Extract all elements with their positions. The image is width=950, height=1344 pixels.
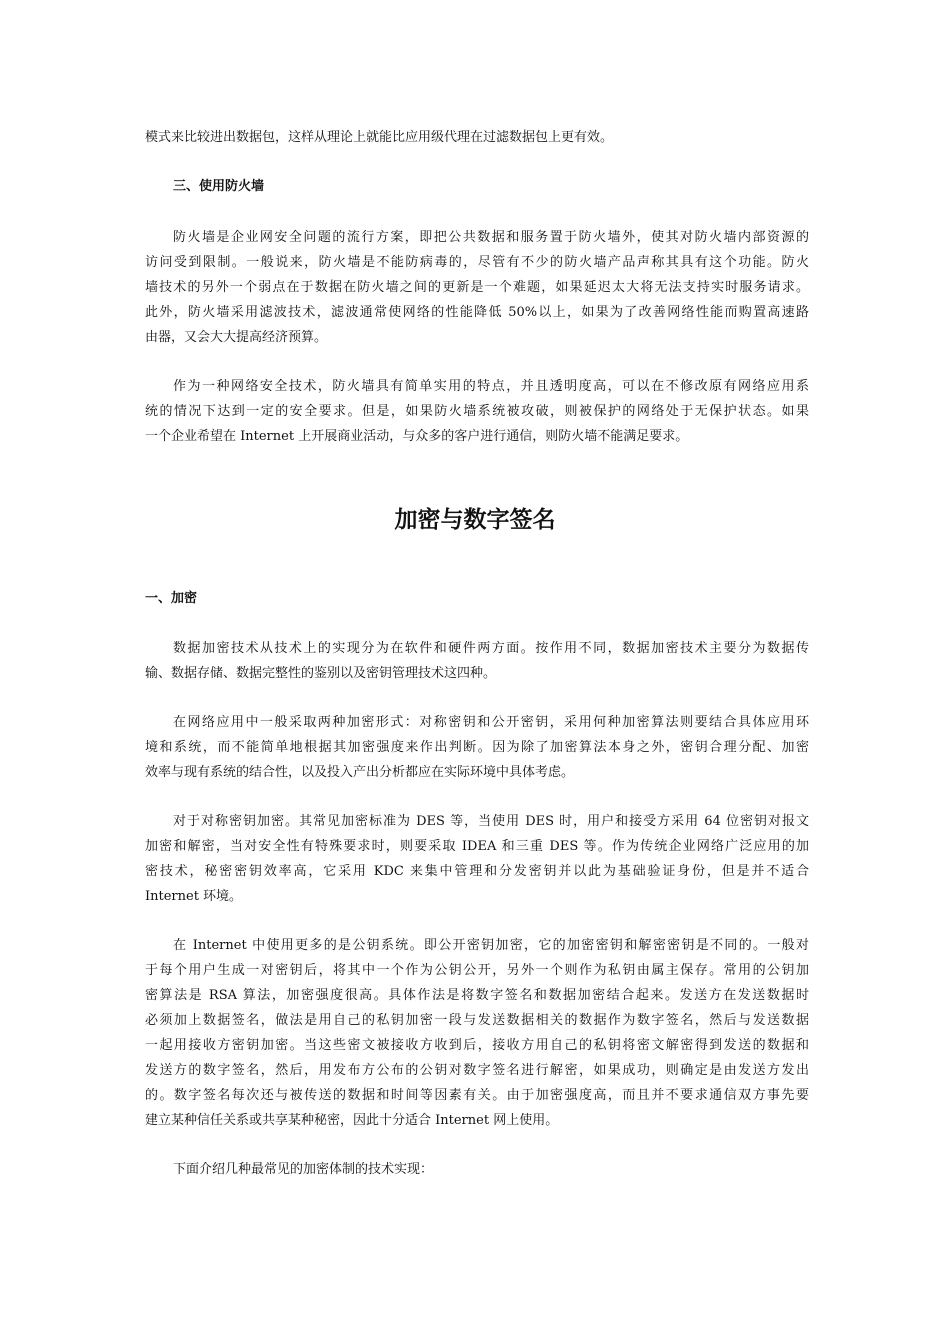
- top-fragment-paragraph: [145, 125, 809, 150]
- paragraph-line: 一起用接收方密钥加密。当这些密文被接收方收到后，接收方用自己的私钥将密文解密得到发送的数据和: [145, 1038, 809, 1053]
- paragraph-line: 模式来比较进出数据包，这样从理论上就能比应用级代理在过滤数据包上更有效。: [145, 130, 614, 145]
- paragraph-line: 密算法是 RSA 算法，加密强度很高。具体作法是将数字签名和数据加密结合起来。发送方在发送数据时: [145, 988, 809, 1003]
- paragraph-line: 下面介绍几种最常见的加密体制的技术实现：: [173, 1162, 434, 1177]
- paragraph-line: 数据加密技术从技术上的实现分为在软件和硬件两方面。按作用不同，数据加密技术主要分为数据传: [173, 641, 809, 656]
- paragraph-line: 对于对称密钥加密。其常见加密标准为 DES 等，当使用 DES 时，用户和接受方采用 64 位密钥对报文: [173, 814, 809, 829]
- paragraph-line: 此外，防火墙采用滤波技术，滤波通常使网络的性能降低 50%以上，如果为了改善网络性能而购置高速路: [145, 305, 809, 320]
- paragraph-line: 密技术，秘密密钥效率高，它采用 KDC 来集中管理和分发密钥并以此为基础验证身份，但是并不适合: [145, 864, 809, 879]
- paragraph-line: 防火墙是企业网安全问题的流行方案，即把公共数据和服务置于防火墙外，使其对防火墙内部资源的: [173, 230, 809, 245]
- firewall-paragraph-2: [145, 374, 809, 449]
- paragraph-line: 建立某种信任关系或共享某种秘密，因此十分适合 Internet 网上使用。: [145, 1113, 559, 1128]
- paragraph-line: 效率与现有系统的结合性，以及投入产出分析都应在实际环境中具体考虑。: [145, 765, 575, 780]
- paragraph-line: 加密和解密，当对安全性有特殊要求时，则要采取 IDEA 和三重 DES 等。作为传统企业网络广泛应用的加: [145, 839, 809, 854]
- encryption-paragraph-3: [145, 809, 809, 909]
- paragraph-line: 统的情况下达到一定的安全要求。但是，如果防火墙系统被攻破，则被保护的网络处于无保护状态。如果: [145, 404, 809, 419]
- paragraph-line: 在网络应用中一般采取两种加密形式：对称密钥和公开密钥，采用何种加密算法则要结合具体应用环: [173, 715, 809, 730]
- paragraph-line: 于每个用户生成一对密钥后，将其中一个作为公钥公开，另外一个则作为私钥由属主保存。常用的公钥加: [145, 963, 809, 978]
- paragraph-line: 墙技术的另外一个弱点在于数据在防火墙之间的更新是一个难题，如果延迟太大将无法支持实时服务请求。: [145, 280, 809, 295]
- paragraph-line: Internet 环境。: [145, 889, 243, 904]
- paragraph-line: 境和系统，而不能简单地根据其加密强度来作出判断。因为除了加密算法本身之外，密钥合理分配、加密: [145, 740, 809, 755]
- paragraph-line: 访问受到限制。一般说来，防火墙是不能防病毒的，尽管有不少的防火墙产品声称其具有这个功能。防火: [145, 255, 809, 270]
- chapter-title: 加密与数字签名: [394, 507, 556, 533]
- paragraph-line: 一个企业希望在 Internet 上开展商业活动，与众多的客户进行通信，则防火墙不能满足要求。: [145, 429, 689, 444]
- encryption-paragraph-2: [145, 710, 809, 785]
- paragraph-line: 必须加上数据签名，做法是用自己的私钥加密一段与发送数据相关的数据作为数字签名，然后与发送数据: [145, 1013, 809, 1028]
- paragraph-line: 由器，又会大大提高经济预算。: [145, 330, 328, 345]
- section-heading-use-firewall: 三、使用防火墙: [173, 179, 265, 194]
- firewall-paragraph-1: [145, 225, 809, 350]
- encryption-paragraph-5: [145, 1157, 809, 1182]
- section-heading-encryption: 一、加密: [145, 591, 198, 606]
- paragraph-line: 在 Internet 中使用更多的是公钥系统。即公开密钥加密，它的加密密钥和解密密钥是不同的。一般对: [173, 938, 809, 953]
- encryption-paragraph-4: [145, 933, 809, 1133]
- encryption-paragraph-1: [145, 636, 809, 686]
- paragraph-line: 作为一种网络安全技术，防火墙具有简单实用的特点，并且透明度高，可以在不修改原有网络应用系: [173, 379, 809, 394]
- paragraph-line: 发送方的数字签名，然后，用发布方公布的公钥对数字签名进行解密，如果成功，则确定是由发送方发出: [145, 1063, 809, 1078]
- paragraph-line: 输、数据存储、数据完整性的鉴别以及密钥管理技术这四种。: [145, 666, 497, 681]
- paragraph-line: 的。数字签名每次还与被传送的数据和时间等因素有关。由于加密强度高，而且并不要求通信双方事先要: [145, 1088, 809, 1103]
